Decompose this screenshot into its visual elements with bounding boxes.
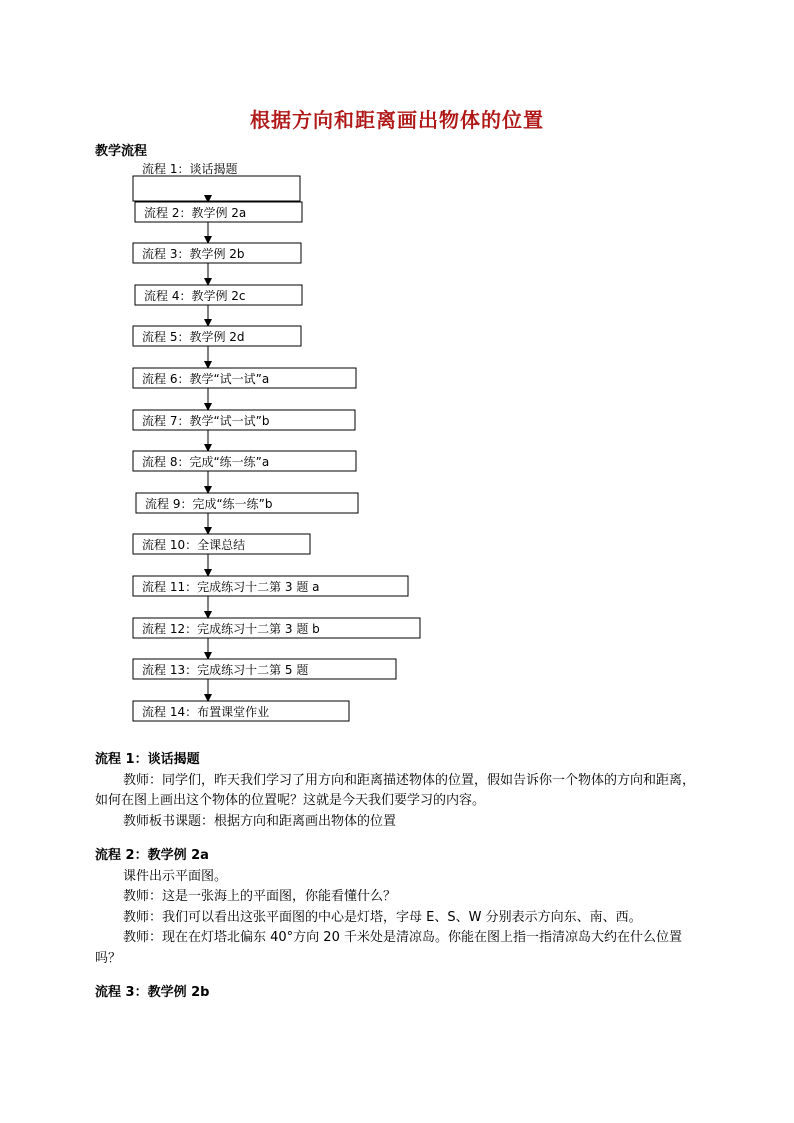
flow-step-label: 流程 10：全课总结 [142,538,246,552]
section-paragraph: 教师：这是一张海上的平面图，你能看懂什么？ [123,889,397,904]
document-title: 根据方向和距离画出物体的位置 [250,108,544,132]
flow-step-box [133,176,300,201]
section-paragraph: 教师：我们可以看出这张平面图的中心是灯塔，字母 E、S、W 分别表示方向东、南、西。 [123,909,642,925]
section-spacer [95,969,705,983]
flow-step-label: 流程 6：教学“试一试”a [142,372,270,386]
section-heading: 流程 1：谈话揭题 [95,752,200,767]
lesson-sections [95,750,705,1004]
flow-step-label: 流程 14：布置课堂作业 [142,705,270,719]
section-paragraph: 教师：现在在灯塔北偏东 40°方向 20 千米处是清凉岛。你能在图上指一指清凉岛大约在什么位置吗？ [95,930,682,966]
section-paragraph: 教师：同学们，昨天我们学习了用方向和距离描述物体的位置，假如告诉你一个物体的方向和距离，如何在图上画出这个物体的位置呢？这就是今天我们要学习的内容。 [95,772,696,808]
flow-step-label: 流程 11：完成练习十二第 3 题 a [142,580,320,594]
flow-step-label: 流程 9：完成“练一练”b [145,497,273,511]
section-heading: 流程 2：教学例 2a [95,848,209,863]
flow-step-label: 流程 1：谈话揭题 [142,162,238,176]
flow-heading: 教学流程 [95,144,148,159]
flow-step-label: 流程 7：教学“试一试”b [142,414,270,428]
flow-step-label: 流程 13：完成练习十二第 5 题 [142,663,309,677]
section-spacer [95,832,705,846]
flow-step-label: 流程 12：完成练习十二第 3 题 b [142,622,320,636]
flow-step-label: 流程 3：教学例 2b [142,247,245,261]
flow-step-label: 流程 8：完成“练一练”a [142,455,270,469]
section-paragraph: 课件出示平面图。 [123,868,228,884]
flow-step-label: 流程 2：教学例 2a [144,206,247,220]
flow-step-label: 流程 5：教学例 2d [142,330,245,344]
section-paragraph: 教师板书课题：根据方向和距离画出物体的位置 [123,813,397,829]
flow-step-label: 流程 4：教学例 2c [144,289,246,303]
section-heading: 流程 3：教学例 2b [95,985,210,1000]
